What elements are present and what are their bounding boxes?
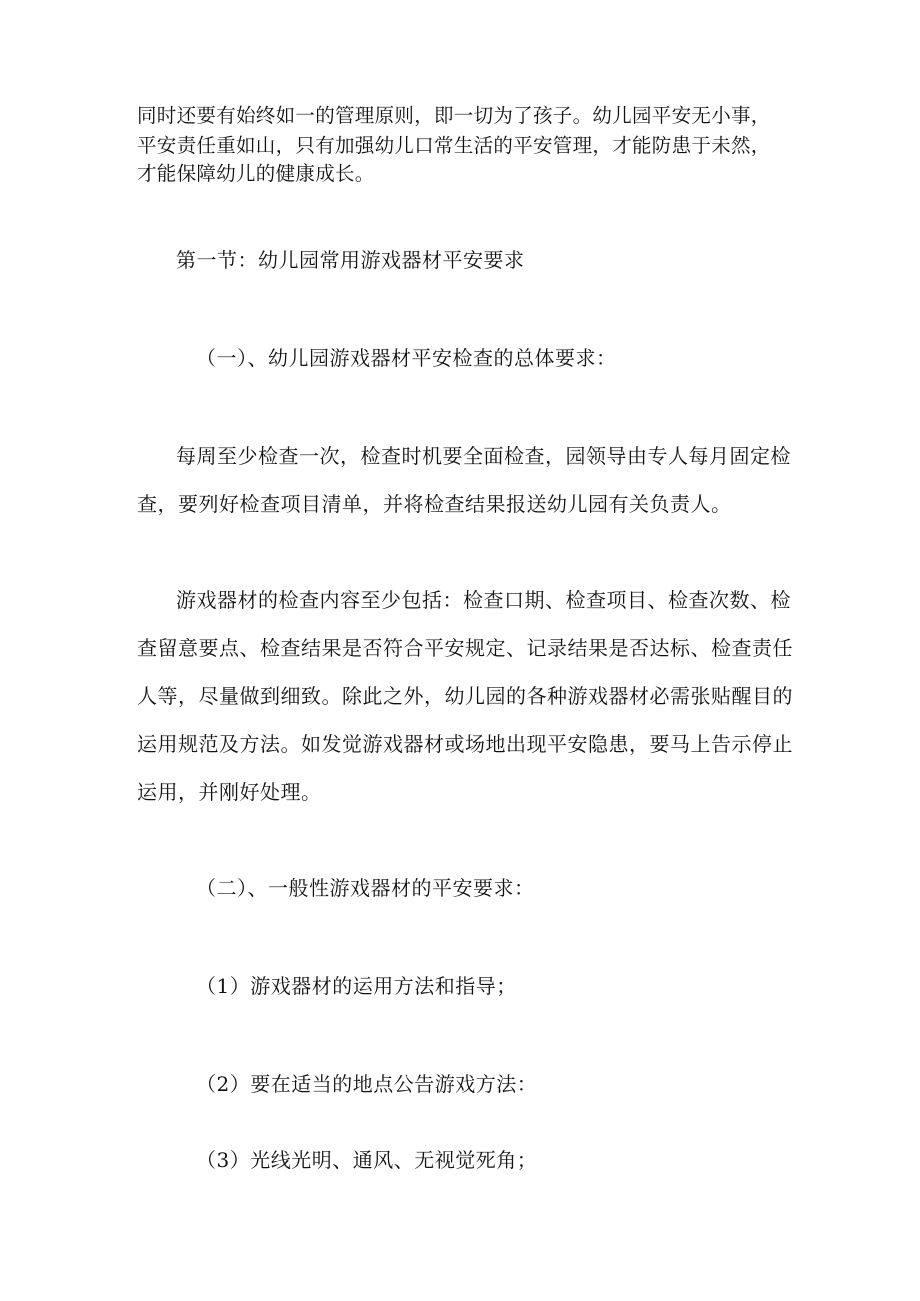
intro-line-3: 才能保障幼儿的健康成长。 xyxy=(137,162,375,185)
part1-para2-line-1: 游戏器材的检查内容至少包括：检查口期、检查项目、检查次数、检 xyxy=(176,588,791,612)
intro-line-1: 同时还要有始终如一的管理原则，即一切为了孩子。幼儿园平安无小事， xyxy=(137,104,771,127)
part2-item-1: （1）游戏器材的运用方法和指导； xyxy=(196,974,517,998)
part1-para2-line-2: 查留意要点、检查结果是否符合平安规定、记录结果是否达标、检查责任 xyxy=(137,636,793,660)
part1-para2-line-5: 运用，并刚好处理。 xyxy=(137,780,322,804)
part1-para2-line-4: 运用规范及方法。如发觉游戏器材或场地出现平安隐患，要马上告示停止 xyxy=(137,732,793,756)
part1-heading: （一）、幼儿园游戏器材平安检查的总体要求： xyxy=(196,346,617,370)
part2-heading: （二）、一般性游戏器材的平安要求： xyxy=(196,876,535,900)
section-heading: 第一节：幼儿园常用游戏器材平安要求 xyxy=(176,248,525,272)
part1-para2-line-3: 人等，尽量做到细致。除此之外，幼儿园的各种游戏器材必需张贴醒目的 xyxy=(137,684,793,708)
intro-line-2: 平安责任重如山，只有加强幼儿口常生活的平安管理，才能防患于未然， xyxy=(137,134,771,157)
part2-item-2: （2）要在适当的地点公告游戏方法： xyxy=(196,1072,538,1096)
part1-para1-line-2: 查，要列好检查项目清单，并将检查结果报送幼儿园有关负责人。 xyxy=(137,492,732,516)
part1-para1-line-1: 每周至少检查一次，检查时机要全面检查，园领导由专人每月固定检 xyxy=(176,444,791,468)
part2-item-3: （3）光线光明、通风、无视觉死角； xyxy=(196,1148,538,1172)
